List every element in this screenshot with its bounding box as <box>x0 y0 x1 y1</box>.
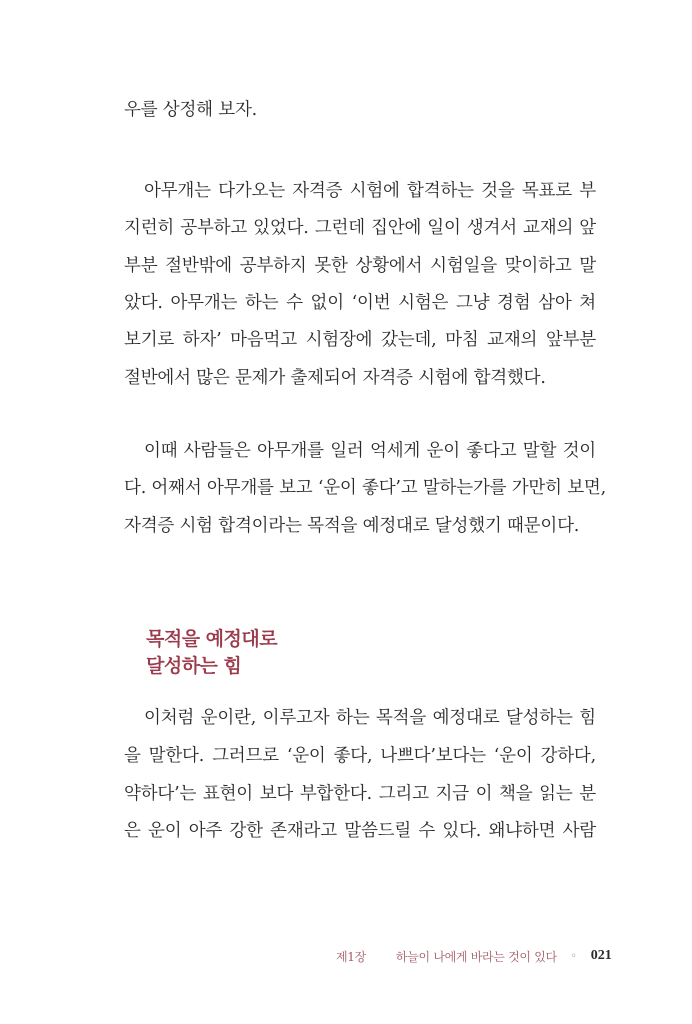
body-line: 이때 사람들은 아무개를 일러 억세게 운이 좋다고 말할 것이 <box>144 441 596 461</box>
page-number: 021 <box>590 948 612 963</box>
body-line: 우를 상정해 보자. <box>124 100 258 120</box>
body-line: 을 말한다. 그러므로 ‘운이 좋다, 나쁘다’보다는 ‘운이 강하다, <box>124 746 596 766</box>
body-line: 지런히 공부하고 있었다. 그런데 집안에 일이 생겨서 교재의 앞 <box>124 218 596 238</box>
body-line: 부분 절반밖에 공부하지 못한 상황에서 시험일을 맞이하고 말 <box>124 256 596 276</box>
body-line: 았다. 아무개는 하는 수 없이 ‘이번 시험은 그냥 경험 삼아 쳐 <box>124 293 596 313</box>
body-line: 자격증 시험 합격이라는 목적을 예정대로 달성했기 때문이다. <box>124 516 580 536</box>
body-line: 이처럼 운이란, 이루고자 하는 목적을 예정대로 달성하는 힘 <box>144 708 596 728</box>
section-heading-line-2: 달성하는 힘 <box>146 655 242 677</box>
body-line: 절반에서 많은 문제가 출제되어 자격증 시험에 합격했다. <box>124 368 546 388</box>
body-line: 아무개는 다가오는 자격증 시험에 합격하는 것을 목표로 부 <box>144 181 596 201</box>
chapter-title: 하늘이 나에게 바라는 것이 있다 <box>395 949 557 964</box>
body-line: 은 운이 아주 강한 존재라고 말씀드릴 수 있다. 왜냐하면 사람 <box>124 821 596 841</box>
body-line: 보기로 하자’ 마음먹고 시험장에 갔는데, 마침 교재의 앞부분 <box>124 330 596 350</box>
body-line: 약하다’는 표현이 보다 부합한다. 그리고 지금 이 책을 읽는 분 <box>124 784 596 804</box>
separator-dot-icon: ◦ <box>570 950 577 962</box>
chapter-label: 제1장 <box>336 949 366 964</box>
section-heading-line-1: 목적을 예정대로 <box>146 628 278 650</box>
body-line: 다. 어째서 아무개를 보고 ‘운이 좋다’고 말하는가를 가만히 보면, <box>124 478 606 498</box>
running-footer <box>336 944 612 968</box>
